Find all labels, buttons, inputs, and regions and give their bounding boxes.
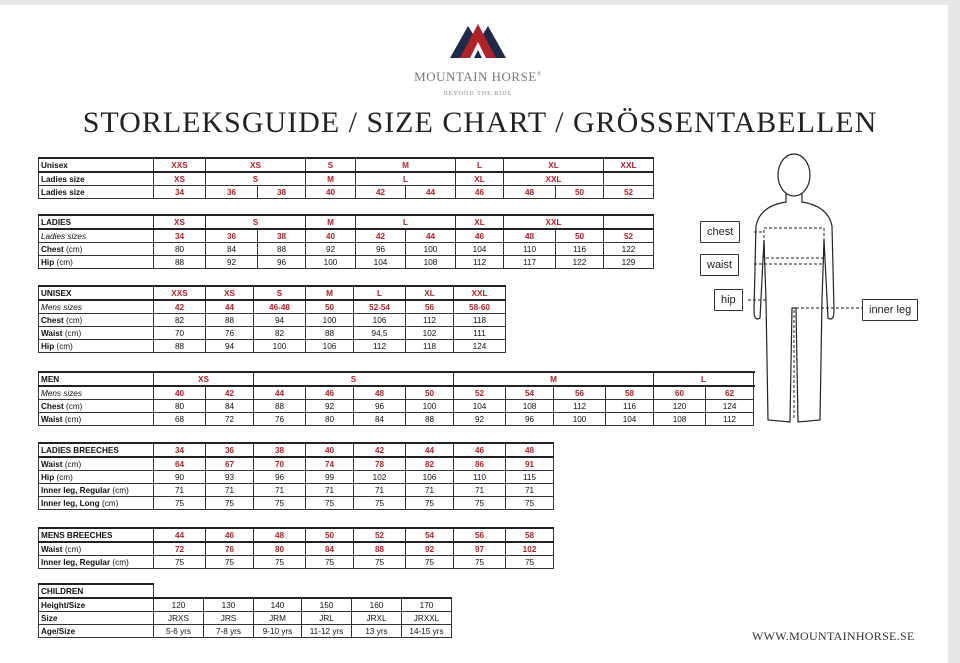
table-cell: 50 — [306, 300, 354, 314]
table-cell: 71 — [506, 484, 554, 497]
table-cell: 34 — [154, 443, 206, 457]
row-label: UNISEX — [39, 286, 154, 300]
table-row — [39, 229, 654, 243]
table-cell: 58-60 — [454, 300, 506, 314]
table-cell: 40 — [154, 386, 206, 400]
table-cell: 120 — [654, 400, 706, 413]
table-cell: 42 — [154, 300, 206, 314]
table-cell: JRXXL — [402, 612, 452, 625]
table-cell: 80 — [306, 413, 354, 426]
table-cell: 122 — [556, 256, 604, 269]
row-label: Age/Size — [39, 625, 154, 638]
table-cell: L — [356, 215, 456, 229]
table-row — [39, 327, 506, 340]
table-cell: 75 — [154, 556, 206, 569]
table-cell: 76 — [206, 542, 254, 556]
table-cell: 67 — [206, 457, 254, 471]
table-cell: 117 — [504, 256, 556, 269]
table-row — [39, 542, 554, 556]
table-cell: 115 — [506, 471, 554, 484]
table-cell: 110 — [504, 243, 556, 256]
row-label: Chest (cm) — [39, 243, 154, 256]
table-cell: 46-48 — [254, 300, 306, 314]
table-cell: 92 — [454, 413, 506, 426]
table-cell: 52 — [604, 186, 654, 199]
table-cell: 106 — [354, 314, 406, 327]
row-label: Mens sizes — [39, 386, 154, 400]
table-cell: S — [206, 172, 306, 186]
table-cell: 88 — [154, 256, 206, 269]
row-label: Waist (cm) — [39, 457, 154, 471]
table-cell: 44 — [406, 229, 456, 243]
table-cell: 100 — [306, 314, 354, 327]
children-table — [38, 583, 452, 638]
table-cell: 75 — [506, 556, 554, 569]
ladies-breeches-table — [38, 442, 554, 510]
mens-breeches-table — [38, 527, 554, 569]
table-cell: 120 — [154, 598, 204, 612]
table-cell: 116 — [556, 243, 604, 256]
unisex-ladies-size-table — [38, 157, 654, 199]
table-cell: 46 — [306, 386, 354, 400]
table-cell: 150 — [302, 598, 352, 612]
table-cell: 92 — [406, 542, 454, 556]
table-cell: 108 — [506, 400, 554, 413]
table-cell: 40 — [306, 229, 356, 243]
table-cell: 14-15 yrs — [402, 625, 452, 638]
row-label: Ladies size — [39, 172, 154, 186]
table-cell: 75 — [454, 556, 506, 569]
inner-leg-label: inner leg — [862, 299, 918, 321]
table-cell: XS — [154, 172, 206, 186]
row-label: Mens sizes — [39, 300, 154, 314]
row-label: Inner leg, Long (cm) — [39, 497, 154, 510]
table-cell: 78 — [354, 457, 406, 471]
table-row — [39, 556, 554, 569]
table-cell: 42 — [206, 386, 254, 400]
table-cell: XL — [456, 215, 504, 229]
table-cell: 100 — [554, 413, 606, 426]
table-cell: 50 — [406, 386, 454, 400]
table-cell: 96 — [356, 243, 406, 256]
blank-cell — [154, 584, 452, 598]
table-cell: 99 — [306, 471, 354, 484]
table-cell: 46 — [456, 186, 504, 199]
table-cell: 102 — [506, 542, 554, 556]
table-cell: XS — [154, 372, 254, 386]
table-cell: 42 — [356, 229, 406, 243]
table-cell: 5-6 yrs — [154, 625, 204, 638]
table-cell — [604, 215, 654, 229]
table-cell: 52 — [604, 229, 654, 243]
table-cell: 116 — [606, 400, 654, 413]
table-cell: 76 — [206, 327, 254, 340]
table-cell: 104 — [606, 413, 654, 426]
table-row — [39, 158, 654, 172]
table-cell: 75 — [354, 497, 406, 510]
table-cell: 64 — [154, 457, 206, 471]
men-table — [38, 371, 754, 426]
table-cell: 88 — [306, 327, 354, 340]
table-cell: 82 — [254, 327, 306, 340]
table-row — [39, 625, 452, 638]
table-cell: 102 — [406, 327, 454, 340]
table-cell: 124 — [706, 400, 754, 413]
row-label: Waist (cm) — [39, 327, 154, 340]
table-cell: 88 — [206, 314, 254, 327]
table-cell: 11-12 yrs — [302, 625, 352, 638]
table-cell: JRXL — [352, 612, 402, 625]
mountain-horse-logo — [448, 20, 508, 60]
row-label: LADIES — [39, 215, 154, 229]
table-cell: 92 — [306, 243, 356, 256]
table-cell: 75 — [306, 556, 354, 569]
table-cell: 50 — [556, 186, 604, 199]
table-row — [39, 471, 554, 484]
table-row — [39, 528, 554, 542]
table-cell: 34 — [154, 186, 206, 199]
table-cell: 124 — [454, 340, 506, 353]
table-row — [39, 598, 452, 612]
table-cell: 75 — [306, 497, 354, 510]
table-cell: XXL — [504, 172, 604, 186]
table-cell: 40 — [306, 186, 356, 199]
table-cell: 76 — [254, 413, 306, 426]
table-cell: 140 — [254, 598, 302, 612]
table-cell: S — [254, 286, 306, 300]
table-cell: 106 — [306, 340, 354, 353]
table-cell: 94,5 — [354, 327, 406, 340]
table-cell: 44 — [154, 528, 206, 542]
table-cell: S — [206, 215, 306, 229]
table-row — [39, 286, 506, 300]
hip-label: hip — [714, 289, 743, 311]
table-row — [39, 386, 754, 400]
table-cell: 118 — [454, 314, 506, 327]
table-cell: 71 — [406, 484, 454, 497]
row-label: Chest (cm) — [39, 314, 154, 327]
brand-name: MOUNTAIN HORSE® — [414, 69, 542, 84]
table-cell: 84 — [206, 400, 254, 413]
table-cell: 88 — [354, 542, 406, 556]
table-cell: XL — [406, 286, 454, 300]
table-cell: 54 — [506, 386, 554, 400]
chest-label: chest — [700, 221, 740, 243]
table-cell: 71 — [154, 484, 206, 497]
table-cell: 36 — [206, 186, 258, 199]
table-row — [39, 314, 506, 327]
row-label: Hip (cm) — [39, 471, 154, 484]
table-cell: M — [454, 372, 654, 386]
table-cell: 82 — [154, 314, 206, 327]
row-label: Unisex — [39, 158, 154, 172]
table-row — [39, 443, 554, 457]
table-cell: 75 — [254, 497, 306, 510]
table-cell: 75 — [406, 497, 454, 510]
table-cell: 71 — [206, 484, 254, 497]
row-label: Waist (cm) — [39, 542, 154, 556]
table-cell: 75 — [354, 556, 406, 569]
table-cell: 42 — [354, 443, 406, 457]
table-cell: 58 — [506, 528, 554, 542]
table-cell: 71 — [354, 484, 406, 497]
table-row — [39, 372, 754, 386]
table-cell: 72 — [154, 542, 206, 556]
table-cell: 52-54 — [354, 300, 406, 314]
table-cell: 170 — [402, 598, 452, 612]
table-cell: S — [306, 158, 356, 172]
table-cell: 80 — [154, 400, 206, 413]
table-row — [39, 612, 452, 625]
table-cell: 62 — [706, 386, 754, 400]
table-cell: 100 — [406, 400, 454, 413]
table-cell: 96 — [254, 471, 306, 484]
table-cell: 82 — [406, 457, 454, 471]
row-label: CHILDREN — [39, 584, 154, 598]
table-cell: 38 — [258, 186, 306, 199]
table-cell: 44 — [406, 443, 454, 457]
table-cell: 50 — [556, 229, 604, 243]
website-url[interactable]: WWW.MOUNTAINHORSE.SE — [752, 629, 915, 643]
table-cell: 44 — [206, 300, 254, 314]
table-cell: 106 — [406, 471, 454, 484]
table-row — [39, 400, 754, 413]
table-cell: 88 — [254, 400, 306, 413]
row-label: LADIES BREECHES — [39, 443, 154, 457]
table-row — [39, 186, 654, 199]
table-cell: 88 — [258, 243, 306, 256]
table-cell: 44 — [406, 186, 456, 199]
table-cell: JRM — [254, 612, 302, 625]
row-label: Ladies sizes — [39, 229, 154, 243]
table-row — [39, 584, 452, 598]
table-row — [39, 413, 754, 426]
table-cell: 42 — [356, 186, 406, 199]
table-row — [39, 172, 654, 186]
table-cell: XXL — [454, 286, 506, 300]
table-cell: 48 — [354, 386, 406, 400]
table-cell: 84 — [306, 542, 354, 556]
table-row — [39, 497, 554, 510]
row-label: Waist (cm) — [39, 413, 154, 426]
table-cell: 97 — [454, 542, 506, 556]
table-cell: 46 — [206, 528, 254, 542]
table-cell: XXS — [154, 286, 206, 300]
table-cell: XS — [206, 286, 254, 300]
table-cell: 46 — [454, 443, 506, 457]
table-cell: 75 — [206, 556, 254, 569]
table-cell: 75 — [206, 497, 254, 510]
unisex-table — [38, 285, 506, 353]
table-cell: 118 — [406, 340, 454, 353]
row-label: Ladies size — [39, 186, 154, 199]
row-label: Inner leg, Regular (cm) — [39, 484, 154, 497]
table-cell: 70 — [154, 327, 206, 340]
table-cell: 160 — [352, 598, 402, 612]
table-cell: 36 — [206, 443, 254, 457]
table-cell: 75 — [454, 497, 506, 510]
table-cell: 108 — [406, 256, 456, 269]
table-cell: JRL — [302, 612, 352, 625]
table-cell: XXL — [504, 215, 604, 229]
table-cell: 40 — [306, 443, 354, 457]
table-cell: 111 — [454, 327, 506, 340]
table-cell: 92 — [206, 256, 258, 269]
table-cell: 90 — [154, 471, 206, 484]
table-cell: 84 — [354, 413, 406, 426]
table-cell: 48 — [506, 443, 554, 457]
table-cell: 112 — [354, 340, 406, 353]
table-cell: 9-10 yrs — [254, 625, 302, 638]
table-cell: 74 — [306, 457, 354, 471]
table-cell: JRXS — [154, 612, 204, 625]
row-label: Hip (cm) — [39, 340, 154, 353]
table-cell: 112 — [554, 400, 606, 413]
table-cell: 84 — [206, 243, 258, 256]
table-row — [39, 243, 654, 256]
table-cell: 44 — [254, 386, 306, 400]
row-label: Chest (cm) — [39, 400, 154, 413]
table-cell: 96 — [354, 400, 406, 413]
table-cell: 46 — [456, 229, 504, 243]
table-cell: L — [654, 372, 754, 386]
table-cell: 100 — [406, 243, 456, 256]
table-cell: 96 — [258, 256, 306, 269]
table-cell: 96 — [506, 413, 554, 426]
table-cell: 102 — [354, 471, 406, 484]
table-cell: 80 — [154, 243, 206, 256]
table-cell: 58 — [606, 386, 654, 400]
table-cell: XL — [456, 172, 504, 186]
table-cell: 75 — [154, 497, 206, 510]
table-cell: 56 — [454, 528, 506, 542]
row-label: Height/Size — [39, 598, 154, 612]
table-cell: XS — [206, 158, 306, 172]
page-title: STORLEKSGUIDE / SIZE CHART / GRÖSSENTABELLEN — [82, 106, 878, 139]
table-cell: 75 — [506, 497, 554, 510]
ladies-table — [38, 214, 654, 269]
table-cell: 52 — [454, 386, 506, 400]
table-cell: 75 — [254, 556, 306, 569]
table-cell: 54 — [406, 528, 454, 542]
row-label: MENS BREECHES — [39, 528, 154, 542]
table-cell: 112 — [406, 314, 454, 327]
row-label: Hip (cm) — [39, 256, 154, 269]
table-cell: 104 — [454, 400, 506, 413]
waist-label: waist — [700, 254, 739, 276]
table-cell: 71 — [306, 484, 354, 497]
table-cell: 88 — [406, 413, 454, 426]
table-row — [39, 484, 554, 497]
table-cell: 93 — [206, 471, 254, 484]
table-cell: XS — [154, 215, 206, 229]
table-cell: 38 — [254, 443, 306, 457]
table-cell: 36 — [206, 229, 258, 243]
table-cell: 110 — [454, 471, 506, 484]
table-cell: M — [306, 215, 356, 229]
table-cell: 100 — [306, 256, 356, 269]
table-cell: L — [356, 172, 456, 186]
table-row — [39, 457, 554, 471]
table-cell: 129 — [604, 256, 654, 269]
table-cell: 48 — [504, 229, 556, 243]
table-cell — [604, 172, 654, 186]
table-cell: 48 — [504, 186, 556, 199]
table-cell: 72 — [206, 413, 254, 426]
body-measurement-figure — [690, 150, 930, 435]
table-cell: 112 — [456, 256, 504, 269]
table-cell: 94 — [254, 314, 306, 327]
table-cell: 71 — [254, 484, 306, 497]
table-cell: 104 — [356, 256, 406, 269]
table-cell: 60 — [654, 386, 706, 400]
table-cell: 50 — [306, 528, 354, 542]
table-row — [39, 256, 654, 269]
table-cell: 94 — [206, 340, 254, 353]
table-cell: JRS — [204, 612, 254, 625]
table-cell: 68 — [154, 413, 206, 426]
table-cell: XXS — [154, 158, 206, 172]
table-cell: 7-8 yrs — [204, 625, 254, 638]
table-cell: L — [354, 286, 406, 300]
table-cell: S — [254, 372, 454, 386]
table-cell: 130 — [204, 598, 254, 612]
brand-tagline: BEYOND THE RIDE — [443, 91, 513, 97]
table-cell: M — [306, 172, 356, 186]
table-cell: 100 — [254, 340, 306, 353]
row-label: Size — [39, 612, 154, 625]
row-label: Inner leg, Regular (cm) — [39, 556, 154, 569]
table-cell: 104 — [456, 243, 504, 256]
table-cell: 52 — [354, 528, 406, 542]
table-cell: XXL — [604, 158, 654, 172]
table-cell: L — [456, 158, 504, 172]
table-cell: 80 — [254, 542, 306, 556]
table-cell: M — [356, 158, 456, 172]
table-cell: 71 — [454, 484, 506, 497]
table-cell: 88 — [154, 340, 206, 353]
table-cell: 122 — [604, 243, 654, 256]
table-cell: 13 yrs — [352, 625, 402, 638]
table-cell: XL — [504, 158, 604, 172]
table-cell: 112 — [706, 413, 754, 426]
table-cell: 34 — [154, 229, 206, 243]
table-row — [39, 340, 506, 353]
table-cell: 86 — [454, 457, 506, 471]
table-cell: 91 — [506, 457, 554, 471]
table-cell: 56 — [406, 300, 454, 314]
table-cell: 70 — [254, 457, 306, 471]
table-cell: 92 — [306, 400, 354, 413]
table-cell: 75 — [406, 556, 454, 569]
table-cell: 48 — [254, 528, 306, 542]
table-row — [39, 300, 506, 314]
table-cell: 108 — [654, 413, 706, 426]
table-row — [39, 215, 654, 229]
row-label: MEN — [39, 372, 154, 386]
table-cell: 56 — [554, 386, 606, 400]
table-cell: 38 — [258, 229, 306, 243]
table-cell: M — [306, 286, 354, 300]
